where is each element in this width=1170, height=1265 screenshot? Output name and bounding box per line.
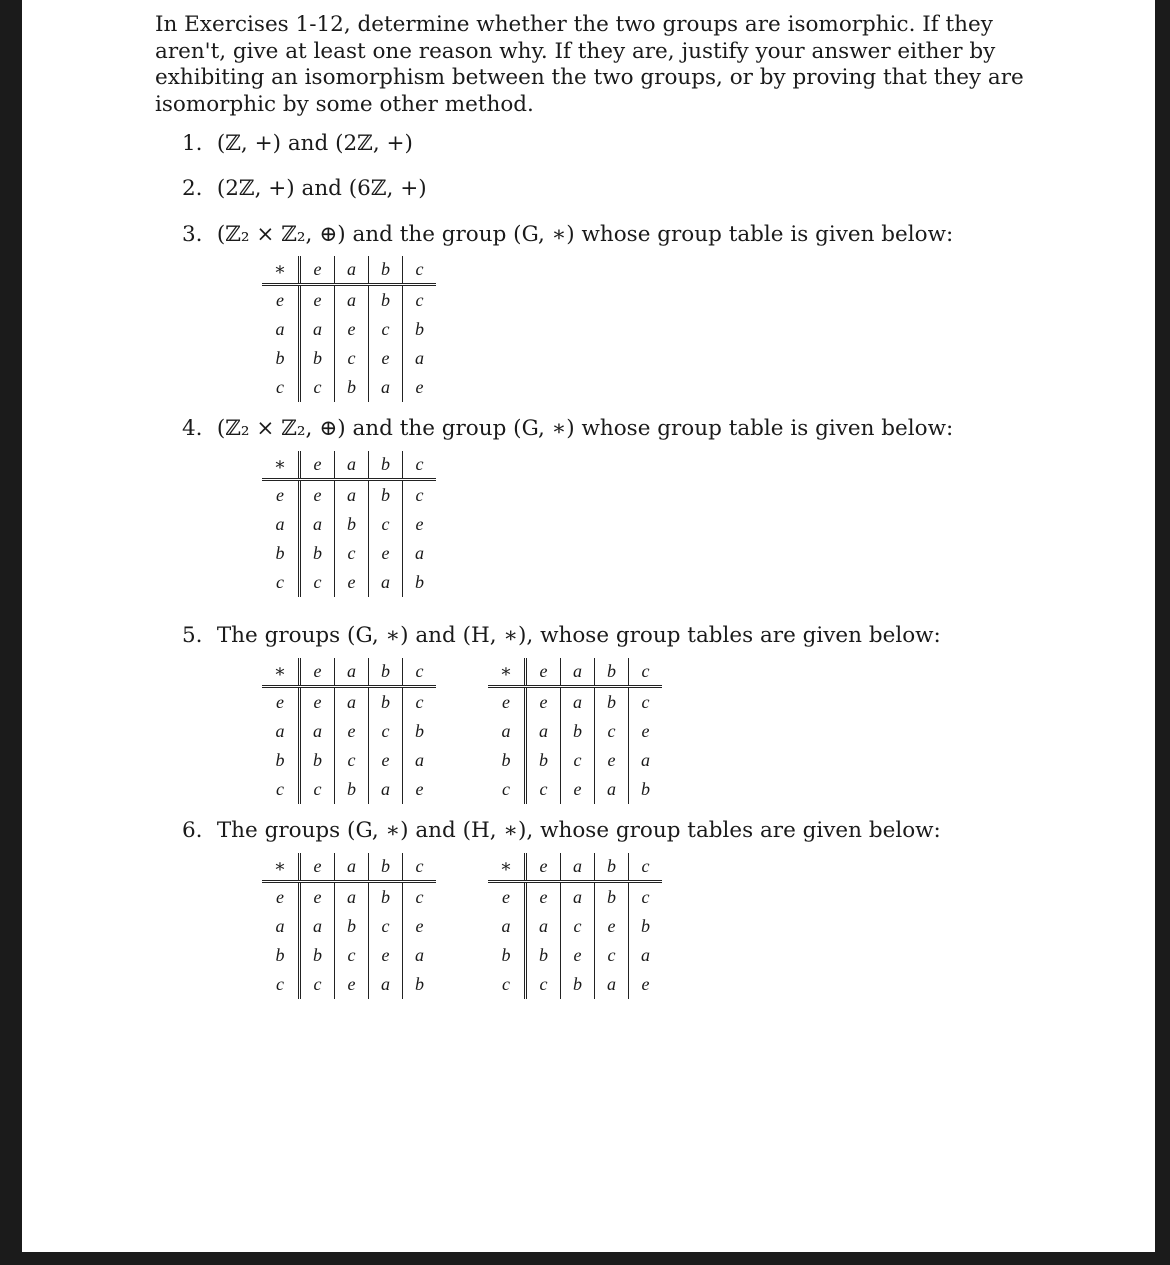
table-cell: c bbox=[403, 451, 437, 480]
table-row bbox=[262, 912, 436, 941]
row-label-cell: ∗ bbox=[488, 853, 526, 882]
table-cell: c bbox=[300, 373, 335, 402]
table-row bbox=[488, 970, 662, 999]
table-cell: e bbox=[526, 658, 561, 687]
row-label-cell: a bbox=[501, 721, 511, 741]
exercise-item-6 bbox=[182, 818, 941, 844]
table-cell: e bbox=[629, 970, 663, 999]
exercise-instructions: In Exercises 1-12, determine whether the two groups are isomorphic. If they aren't, give at least one reason why. If they are, justify your answer either by exhibiting an isomorphism between the two groups, or by proving that they are isomorphic by some other method. bbox=[155, 12, 1024, 117]
row-label-cell: e bbox=[502, 692, 510, 712]
table-cell: b bbox=[629, 912, 663, 941]
item-number: 3. bbox=[182, 222, 203, 247]
table-row bbox=[262, 717, 436, 746]
table-cell: c bbox=[629, 882, 663, 913]
table-row bbox=[262, 315, 436, 344]
group-table-ex6-h bbox=[488, 853, 662, 999]
table-cell: b bbox=[629, 775, 663, 804]
table-cell: c bbox=[403, 285, 437, 316]
table-cell: c bbox=[403, 256, 437, 285]
row-label-cell: e bbox=[276, 887, 284, 907]
table-cell: a bbox=[403, 539, 437, 568]
row-label-cell: b bbox=[501, 945, 511, 965]
table-cell: b bbox=[369, 882, 403, 913]
row-label-cell: ∗ bbox=[262, 853, 300, 882]
row-label-cell: c bbox=[276, 377, 284, 397]
table-cell: b bbox=[403, 315, 437, 344]
group-table-ex5-g bbox=[262, 658, 436, 804]
table-cell: a bbox=[335, 451, 369, 480]
table-cell: c bbox=[369, 315, 403, 344]
table-cell: b bbox=[561, 717, 595, 746]
row-label-cell: b bbox=[275, 348, 285, 368]
table-cell: e bbox=[335, 315, 369, 344]
table-cell: a bbox=[403, 746, 437, 775]
table-cell: e bbox=[369, 941, 403, 970]
row-label-cell: ∗ bbox=[262, 256, 300, 285]
row-label-cell: a bbox=[501, 916, 511, 936]
table-cell: a bbox=[335, 882, 369, 913]
table-row bbox=[262, 882, 436, 913]
exercise-item-3 bbox=[182, 222, 953, 248]
table-cell: c bbox=[403, 882, 437, 913]
table-cell: a bbox=[629, 746, 663, 775]
table-cell: c bbox=[403, 658, 437, 687]
table-cell: e bbox=[335, 568, 369, 597]
row-label-cell: b bbox=[275, 945, 285, 965]
row-label-cell: c bbox=[276, 974, 284, 994]
row-label-cell: e bbox=[276, 290, 284, 310]
row-label-cell: b bbox=[275, 543, 285, 563]
table-cell: c bbox=[300, 568, 335, 597]
item-text: The groups (G, ∗) and (H, ∗), whose group tables are given below: bbox=[216, 623, 941, 648]
item-number: 1. bbox=[182, 131, 203, 156]
table-cell: e bbox=[369, 746, 403, 775]
table-cell: e bbox=[300, 687, 335, 718]
table-header-row bbox=[488, 853, 662, 882]
table-cell: c bbox=[526, 970, 561, 999]
table-cell: c bbox=[300, 775, 335, 804]
table-cell: a bbox=[526, 912, 561, 941]
table-cell: a bbox=[561, 658, 595, 687]
item-number: 4. bbox=[182, 416, 203, 441]
table-cell: a bbox=[561, 882, 595, 913]
item-text: (2ℤ, +) and (6ℤ, +) bbox=[216, 176, 427, 201]
table-cell: e bbox=[403, 510, 437, 539]
table-row bbox=[488, 941, 662, 970]
table-cell: b bbox=[369, 451, 403, 480]
table-row bbox=[262, 970, 436, 999]
table-cell: c bbox=[561, 746, 595, 775]
item-number: 6. bbox=[182, 818, 203, 843]
table-cell: e bbox=[526, 853, 561, 882]
table-cell: c bbox=[335, 539, 369, 568]
table-cell: e bbox=[629, 717, 663, 746]
table-cell: b bbox=[595, 658, 629, 687]
table-row bbox=[262, 510, 436, 539]
table-cell: a bbox=[369, 373, 403, 402]
table-cell: a bbox=[335, 658, 369, 687]
table-row bbox=[262, 373, 436, 402]
table-cell: b bbox=[403, 970, 437, 999]
table-cell: a bbox=[300, 912, 335, 941]
table-row bbox=[262, 687, 436, 718]
table-row bbox=[262, 941, 436, 970]
row-label-cell: a bbox=[275, 319, 285, 339]
table-cell: c bbox=[629, 853, 663, 882]
table-row bbox=[488, 687, 662, 718]
item-text: (ℤ₂ × ℤ₂, ⊕) and the group (G, ∗) whose group table is given below: bbox=[216, 222, 954, 247]
table-row bbox=[488, 912, 662, 941]
table-row bbox=[262, 746, 436, 775]
group-table-ex5-h bbox=[488, 658, 662, 804]
table-cell: b bbox=[300, 344, 335, 373]
table-cell: e bbox=[561, 775, 595, 804]
table-cell: b bbox=[369, 256, 403, 285]
table-cell: b bbox=[369, 658, 403, 687]
table-row bbox=[262, 775, 436, 804]
row-label-cell: ∗ bbox=[262, 658, 300, 687]
table-cell: c bbox=[300, 970, 335, 999]
table-cell: b bbox=[595, 882, 629, 913]
table-header-row bbox=[488, 658, 662, 687]
table-row bbox=[488, 746, 662, 775]
document-page bbox=[22, 0, 1155, 1252]
table-cell: e bbox=[403, 775, 437, 804]
table-cell: a bbox=[369, 775, 403, 804]
table-cell: b bbox=[300, 941, 335, 970]
table-cell: e bbox=[300, 658, 335, 687]
table-cell: a bbox=[561, 687, 595, 718]
table-header-row bbox=[262, 256, 436, 285]
exercise-item-4 bbox=[182, 416, 953, 442]
table-row bbox=[488, 717, 662, 746]
table-cell: b bbox=[403, 717, 437, 746]
table-cell: e bbox=[526, 687, 561, 718]
item-number: 5. bbox=[182, 623, 203, 648]
table-cell: c bbox=[595, 941, 629, 970]
table-cell: a bbox=[335, 285, 369, 316]
table-row bbox=[262, 480, 436, 511]
table-cell: a bbox=[526, 717, 561, 746]
item-number: 2. bbox=[182, 176, 203, 201]
table-cell: e bbox=[300, 853, 335, 882]
table-cell: c bbox=[403, 480, 437, 511]
table-cell: b bbox=[595, 853, 629, 882]
table-cell: e bbox=[561, 941, 595, 970]
table-cell: b bbox=[403, 568, 437, 597]
table-cell: b bbox=[526, 941, 561, 970]
table-cell: a bbox=[561, 853, 595, 882]
table-cell: c bbox=[369, 912, 403, 941]
table-cell: a bbox=[369, 568, 403, 597]
table-cell: e bbox=[403, 912, 437, 941]
table-cell: b bbox=[369, 285, 403, 316]
row-label-cell: b bbox=[501, 750, 511, 770]
table-cell: c bbox=[629, 658, 663, 687]
row-label-cell: c bbox=[276, 572, 284, 592]
group-table-ex6-g bbox=[262, 853, 436, 999]
table-cell: b bbox=[300, 539, 335, 568]
table-cell: e bbox=[335, 970, 369, 999]
table-cell: b bbox=[561, 970, 595, 999]
row-label-cell: a bbox=[275, 721, 285, 741]
table-header-row bbox=[262, 451, 436, 480]
group-table-ex4 bbox=[262, 451, 436, 597]
table-cell: b bbox=[369, 687, 403, 718]
table-cell: e bbox=[595, 746, 629, 775]
table-cell: b bbox=[335, 775, 369, 804]
table-cell: c bbox=[403, 853, 437, 882]
row-label-cell: c bbox=[502, 974, 510, 994]
row-label-cell: e bbox=[276, 692, 284, 712]
table-cell: a bbox=[335, 480, 369, 511]
table-cell: a bbox=[335, 687, 369, 718]
table-header-row bbox=[262, 853, 436, 882]
row-label-cell: ∗ bbox=[488, 658, 526, 687]
exercise-item-1 bbox=[182, 131, 413, 157]
table-cell: c bbox=[629, 687, 663, 718]
table-cell: b bbox=[300, 746, 335, 775]
row-label-cell: ∗ bbox=[262, 451, 300, 480]
table-cell: a bbox=[403, 941, 437, 970]
table-row bbox=[262, 344, 436, 373]
table-cell: e bbox=[300, 256, 335, 285]
table-cell: a bbox=[335, 853, 369, 882]
table-cell: b bbox=[369, 480, 403, 511]
table-cell: e bbox=[369, 344, 403, 373]
row-label-cell: b bbox=[275, 750, 285, 770]
row-label-cell: c bbox=[502, 779, 510, 799]
table-cell: e bbox=[300, 480, 335, 511]
item-text: (ℤ, +) and (2ℤ, +) bbox=[216, 131, 413, 156]
table-cell: a bbox=[300, 315, 335, 344]
table-cell: c bbox=[403, 687, 437, 718]
table-row bbox=[262, 568, 436, 597]
table-cell: b bbox=[526, 746, 561, 775]
row-label-cell: a bbox=[275, 514, 285, 534]
table-cell: a bbox=[335, 256, 369, 285]
table-cell: e bbox=[526, 882, 561, 913]
row-label-cell: e bbox=[276, 485, 284, 505]
table-cell: e bbox=[403, 373, 437, 402]
table-cell: e bbox=[595, 912, 629, 941]
row-label-cell: c bbox=[276, 779, 284, 799]
table-cell: a bbox=[629, 941, 663, 970]
table-cell: b bbox=[335, 912, 369, 941]
table-cell: a bbox=[595, 970, 629, 999]
table-header-row bbox=[262, 658, 436, 687]
table-cell: c bbox=[595, 717, 629, 746]
table-cell: c bbox=[335, 941, 369, 970]
exercise-item-5 bbox=[182, 623, 941, 649]
table-cell: c bbox=[369, 510, 403, 539]
table-cell: a bbox=[369, 970, 403, 999]
table-cell: a bbox=[595, 775, 629, 804]
row-label-cell: e bbox=[502, 887, 510, 907]
item-text: (ℤ₂ × ℤ₂, ⊕) and the group (G, ∗) whose group table is given below: bbox=[216, 416, 954, 441]
table-cell: b bbox=[335, 373, 369, 402]
exercise-item-2 bbox=[182, 176, 427, 202]
table-row bbox=[262, 285, 436, 316]
table-cell: a bbox=[300, 510, 335, 539]
table-cell: e bbox=[300, 285, 335, 316]
item-text: The groups (G, ∗) and (H, ∗), whose group tables are given below: bbox=[216, 818, 941, 843]
table-cell: c bbox=[335, 344, 369, 373]
table-row bbox=[488, 882, 662, 913]
table-cell: b bbox=[595, 687, 629, 718]
table-cell: c bbox=[335, 746, 369, 775]
table-cell: e bbox=[335, 717, 369, 746]
table-cell: c bbox=[526, 775, 561, 804]
table-cell: b bbox=[335, 510, 369, 539]
row-label-cell: a bbox=[275, 916, 285, 936]
group-table-ex3 bbox=[262, 256, 436, 402]
table-cell: b bbox=[369, 853, 403, 882]
table-cell: e bbox=[300, 882, 335, 913]
table-cell: e bbox=[300, 451, 335, 480]
table-row bbox=[262, 539, 436, 568]
table-row bbox=[488, 775, 662, 804]
table-cell: c bbox=[561, 912, 595, 941]
table-cell: e bbox=[369, 539, 403, 568]
table-cell: c bbox=[369, 717, 403, 746]
table-cell: a bbox=[403, 344, 437, 373]
table-cell: a bbox=[300, 717, 335, 746]
